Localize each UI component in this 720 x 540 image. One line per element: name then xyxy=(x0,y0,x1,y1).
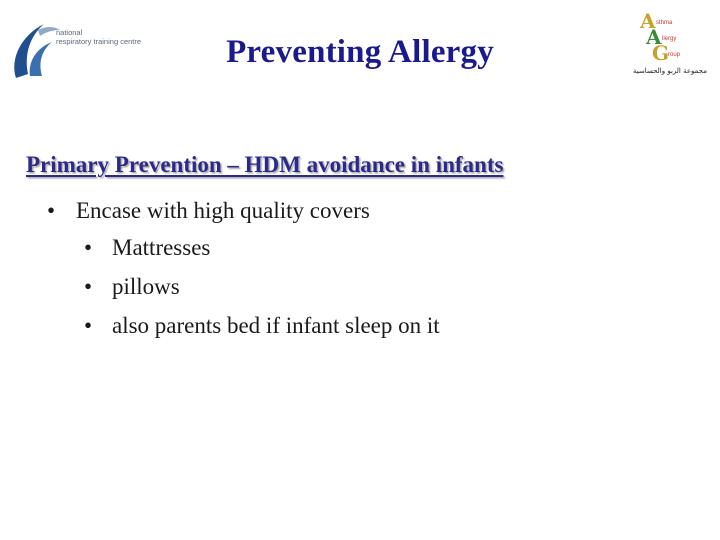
aag-letter-2: A xyxy=(646,25,662,49)
aag-logo xyxy=(626,10,714,76)
aag-word-1: sthma xyxy=(656,20,673,26)
aag-word-2: llergy xyxy=(662,36,677,42)
bullet-mattresses: • Mattresses xyxy=(44,233,440,263)
bullet-parents-bed: • also parents bed if infant sleep on it xyxy=(44,311,440,341)
bullet-list xyxy=(44,196,440,341)
nrtc-logo-line-1: national xyxy=(56,28,83,37)
aag-letter-3: G xyxy=(652,41,670,65)
bullet-encase: • Encase with high quality covers xyxy=(44,196,440,226)
section-subheading: Primary Prevention – HDM avoidance in infants xyxy=(26,152,504,177)
bullet-pillows: • pillows xyxy=(44,272,440,302)
slide-title: Preventing Allergy xyxy=(226,34,494,70)
nrtc-logo-line-2: respiratory training centre xyxy=(56,37,142,46)
aag-logo-icon xyxy=(626,10,714,76)
aag-arabic-text: مجموعة الربو والحساسية xyxy=(633,67,707,75)
aag-letter-1: A xyxy=(640,10,656,33)
aag-word-3: roup xyxy=(668,52,681,58)
